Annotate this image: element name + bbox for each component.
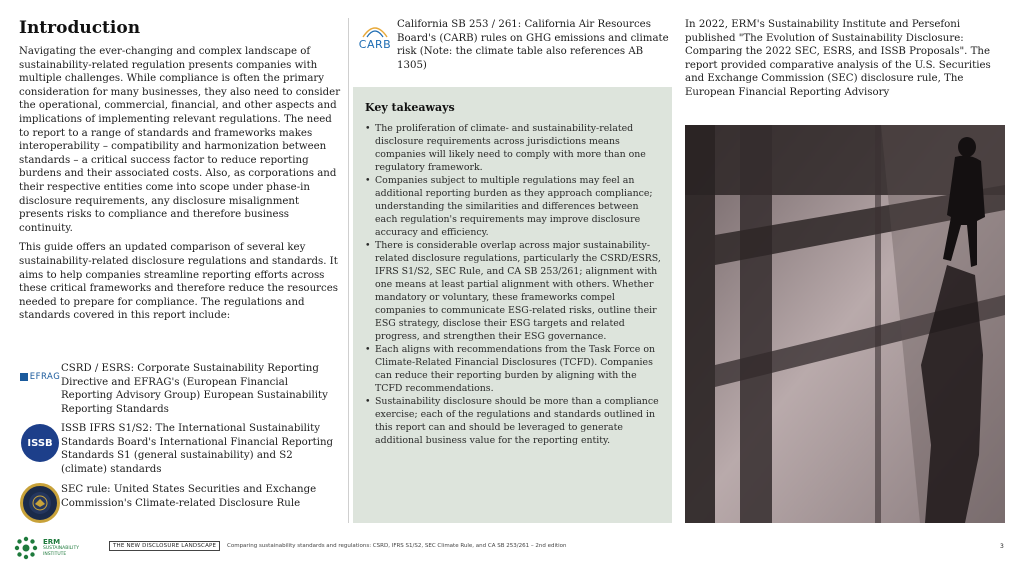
page-number: 3 bbox=[1000, 543, 1004, 550]
issb-logo: ISSB bbox=[19, 422, 61, 462]
intro-column bbox=[19, 18, 341, 323]
takeaway-item: • There is considerable overlap across major sustainability-related disclosure regulations, particularly the CSRD/ESRS, IFRS S1/S2, SEC Rule, and CA SB 253/261; alignment with one means at least partial alignment with others. Whether mandatory or voluntary, these frameworks compel companies to communicate ESG-related risks, outline their ESG strategy, disclose their ESG targets and related progress, and strengthen their ESG governance. bbox=[365, 239, 662, 343]
regulation-text-sec: SEC rule: United States Securities and Exchange Commission's Climate-related Disclosure Rule bbox=[61, 484, 317, 509]
regulation-item-sec bbox=[19, 483, 341, 523]
regulation-item-carb bbox=[353, 18, 671, 72]
intro-paragraph-1: Navigating the ever-changing and complex landscape of sustainability-related regulation presents companies with multiple challenges. While compliance is often the primary consideration for many businesses, they also need to consider the operational, commercial, financial, and other aspects and implications of implementing relevant regulations. The need to report to a range of standards and frameworks makes interoperability – compatibility and harmonization between standards – a critical success factor to reduce reporting burdens and their associated costs. Also, as corporations and their respective entities come into scope under phase-in disclosure requirements, any disclosure misalignment presents risks to compliance and therefore business continuity. bbox=[19, 46, 341, 234]
key-takeaways-box bbox=[353, 87, 672, 523]
efrag-logo: EFRAG bbox=[19, 362, 61, 382]
key-takeaways-title: Key takeaways bbox=[365, 101, 455, 114]
page-footer bbox=[0, 533, 1024, 563]
takeaway-item: • Each aligns with recommendations from the Task Force on Climate-Related Financial Disclosures (TCFD). Companies can reduce their reporting burden by aligning with the TCFD recommendations. bbox=[365, 343, 662, 395]
sec-seal-logo bbox=[19, 483, 61, 523]
regulation-text-issb: ISSB IFRS S1/S2: The International Sustainability Standards Board's International Financial Reporting Standards S1 (general sustainability) and S2 (climate) standards bbox=[61, 423, 334, 475]
column-divider bbox=[348, 18, 349, 523]
intro-title: Introduction bbox=[19, 18, 141, 38]
key-takeaways-list bbox=[365, 122, 662, 447]
takeaway-item: • Sustainability disclosure should be more than a compliance exercise; each of the regulations and standards outlined in this report can and should be leveraged to generate additional business value for the reporting entity. bbox=[365, 395, 662, 447]
intro-paragraph-2: This guide offers an updated comparison of several key sustainability-related disclosure regulations and standards. It aims to help companies streamline reporting efforts across these critical frameworks and therefore reduce the resources needed to prepare for compliance. The regulations and standards covered in this report include: bbox=[19, 242, 338, 322]
footer-caption: Comparing sustainability standards and regulations: CSRD, IFRS S1/S2, SEC Climate Rule, and CA SB 253/261 – 2nd edition bbox=[227, 543, 567, 549]
regulation-text-csrd: CSRD / ESRS: Corporate Sustainability Reporting Directive and EFRAG's (European Financial Reporting Advisory Group) European Sustainability Reporting Standards bbox=[61, 363, 328, 415]
right-column bbox=[685, 18, 1005, 100]
takeaway-item: • Companies subject to multiple regulations may feel an additional reporting burden as they approach compliance; understanding the similarities and differences between each regulation's requirements may improve disclosure accuracy and efficiency. bbox=[365, 174, 662, 239]
regulation-item-issb bbox=[19, 422, 341, 476]
takeaway-item: • The proliferation of climate- and sustainability-related disclosure requirements across jurisdictions means companies will likely need to comply with more than one regulatory framework. bbox=[365, 122, 662, 174]
erm-logo: ERM SUSTAINABILITY INSTITUTE bbox=[13, 535, 79, 561]
right-paragraph: In 2022, ERM's Sustainability Institute and Persefoni published "The Evolution of Sustainability Disclosure: Comparing the 2022 SEC, ESRS, and ISSB Proposals". The report provided comparative analysis of the U.S. Securities and Exchange Commission (SEC) disclosure rule, The European Financial Reporting Advisory bbox=[685, 19, 991, 98]
regulation-text-carb: California SB 253 / 261: California Air Resources Board's (CARB) rules on GHG emissions and climate risk (Note: the climate table also references AB 1305) bbox=[397, 19, 669, 71]
silhouette-photo bbox=[685, 125, 1005, 523]
carb-logo: CARB bbox=[353, 18, 397, 72]
footer-section-tag: THE NEW DISCLOSURE LANDSCAPE bbox=[109, 541, 220, 551]
erm-leaf-icon bbox=[13, 535, 39, 561]
regulation-item-csrd bbox=[19, 362, 341, 416]
